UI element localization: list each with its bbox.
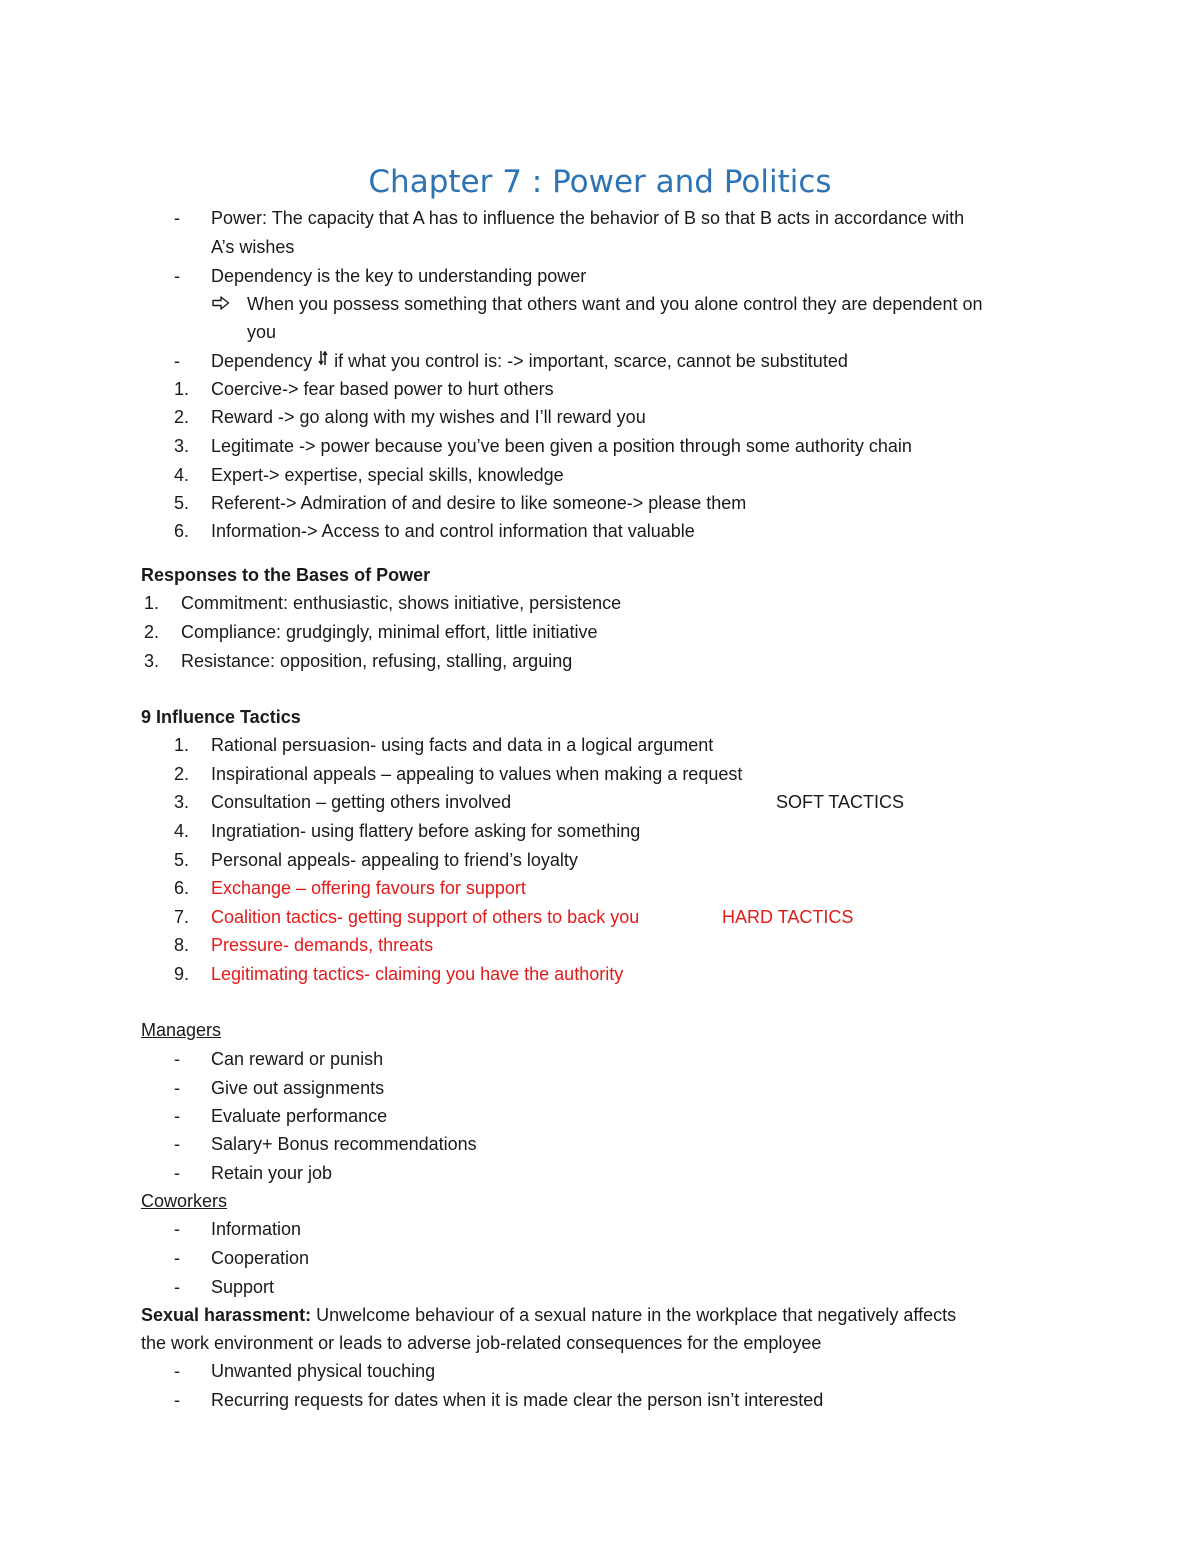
- tactic-item-hard: Pressure- demands, threats: [211, 935, 434, 955]
- dash-marker: -: [174, 1277, 180, 1297]
- power-label: Power:: [211, 208, 268, 228]
- tactic-item-hard: Exchange – offering favours for support: [211, 878, 526, 898]
- dash-marker: -: [174, 1106, 180, 1126]
- dash-marker: -: [174, 1163, 180, 1183]
- dash-marker: -: [174, 1361, 180, 1381]
- power-text: The capacity that A has to influence the behavior of B so that B acts in accordance with: [267, 208, 965, 228]
- harassment-label: Sexual harassment:: [141, 1305, 312, 1325]
- number-marker: 1.: [174, 735, 190, 755]
- tactic-item: Personal appeals- appealing to friend’s loyalty: [211, 850, 578, 870]
- base-item: Coercive-> fear based power to hurt others: [211, 379, 554, 399]
- manager-item: Evaluate performance: [211, 1106, 388, 1126]
- manager-item: Retain your job: [211, 1163, 333, 1183]
- base-item: Expert-> expertise, special skills, knowledge: [211, 465, 564, 485]
- number-marker: 4.: [174, 821, 190, 841]
- response-item: Commitment: enthusiastic, shows initiative, persistence: [181, 593, 622, 613]
- sub-point: When you possess something that others want and you alone control they are dependent on: [247, 294, 983, 314]
- tactic-item-hard: Coalition tactics- getting support of others to back you: [211, 907, 640, 927]
- number-marker: 1.: [144, 593, 160, 613]
- number-marker: 3.: [144, 651, 160, 671]
- number-marker: 3.: [174, 436, 190, 456]
- number-marker: 5.: [174, 850, 190, 870]
- dependency-point: Dependency is the key to understanding power: [211, 266, 587, 286]
- harassment-definition: [141, 1301, 956, 1329]
- number-marker: 2.: [174, 764, 190, 784]
- manager-item: Can reward or punish: [211, 1049, 384, 1069]
- number-marker: 7.: [174, 907, 190, 927]
- number-marker: 6.: [174, 521, 190, 541]
- harassment-item: Recurring requests for dates when it is made clear the person isn’t interested: [211, 1390, 824, 1410]
- coworker-item: Support: [211, 1277, 275, 1297]
- harassment-item: Unwanted physical touching: [211, 1361, 436, 1381]
- number-marker: 5.: [174, 493, 190, 513]
- power-definition: [211, 204, 964, 232]
- base-item: Referent-> Admiration of and desire to like someone-> please them: [211, 493, 747, 513]
- number-marker: 2.: [144, 622, 160, 642]
- tactic-item: Consultation – getting others involved: [211, 792, 512, 812]
- number-marker: 2.: [174, 407, 190, 427]
- managers-heading: Managers: [141, 1020, 222, 1040]
- tactic-item: Ingratiation- using flattery before asking for something: [211, 821, 641, 841]
- dash-marker: -: [174, 351, 180, 371]
- manager-item: Salary+ Bonus recommendations: [211, 1134, 477, 1154]
- dash-marker: -: [174, 1134, 180, 1154]
- dash-marker: -: [174, 208, 180, 228]
- base-item: Reward -> go along with my wishes and I’ll reward you: [211, 407, 646, 427]
- number-marker: 6.: [174, 878, 190, 898]
- dash-marker: -: [174, 1049, 180, 1069]
- hard-tactics-label: HARD TACTICS: [722, 907, 854, 927]
- harassment-text-cont: the work environment or leads to adverse job-related consequences for the employee: [141, 1333, 822, 1353]
- base-item: Information-> Access to and control information that valuable: [211, 521, 695, 541]
- tactic-item: Rational persuasion- using facts and data in a logical argument: [211, 735, 714, 755]
- coworker-item: Information: [211, 1219, 302, 1239]
- sub-point-cont: you: [247, 322, 277, 342]
- dependency-condition: [211, 347, 848, 375]
- responses-heading: Responses to the Bases of Power: [141, 565, 431, 585]
- dash-marker: -: [174, 1219, 180, 1239]
- number-marker: 8.: [174, 935, 190, 955]
- page-title: Chapter 7 : Power and Politics: [368, 164, 832, 200]
- coworker-item: Cooperation: [211, 1248, 310, 1268]
- dash-marker: -: [174, 1078, 180, 1098]
- number-marker: 4.: [174, 465, 190, 485]
- coworkers-heading: Coworkers: [141, 1191, 228, 1211]
- response-item: Resistance: opposition, refusing, stalling, arguing: [181, 651, 573, 671]
- manager-item: Give out assignments: [211, 1078, 385, 1098]
- response-item: Compliance: grudgingly, minimal effort, little initiative: [181, 622, 598, 642]
- number-marker: 9.: [174, 964, 190, 984]
- harassment-text: Unwelcome behaviour of a sexual nature in the workplace that negatively affects: [311, 1305, 957, 1325]
- tactics-heading: 9 Influence Tactics: [141, 707, 301, 727]
- dash-marker: -: [174, 1390, 180, 1410]
- power-text-cont: A’s wishes: [211, 237, 295, 257]
- number-marker: 1.: [174, 379, 190, 399]
- dependency-label: Dependency: [211, 351, 318, 371]
- tactic-item: Inspirational appeals – appealing to values when making a request: [211, 764, 743, 784]
- dash-marker: -: [174, 266, 180, 286]
- base-item: Legitimate -> power because you’ve been given a position through some authority chain: [211, 436, 912, 456]
- arrow-right-outline-icon: [212, 290, 230, 318]
- tactic-item-hard: Legitimating tactics- claiming you have the authority: [211, 964, 624, 984]
- number-marker: 3.: [174, 792, 190, 812]
- soft-tactics-label: SOFT TACTICS: [776, 792, 905, 812]
- up-down-arrow-icon: [317, 348, 329, 376]
- dependency-text: if what you control is: -> important, scarce, cannot be substituted: [329, 351, 848, 371]
- dash-marker: -: [174, 1248, 180, 1268]
